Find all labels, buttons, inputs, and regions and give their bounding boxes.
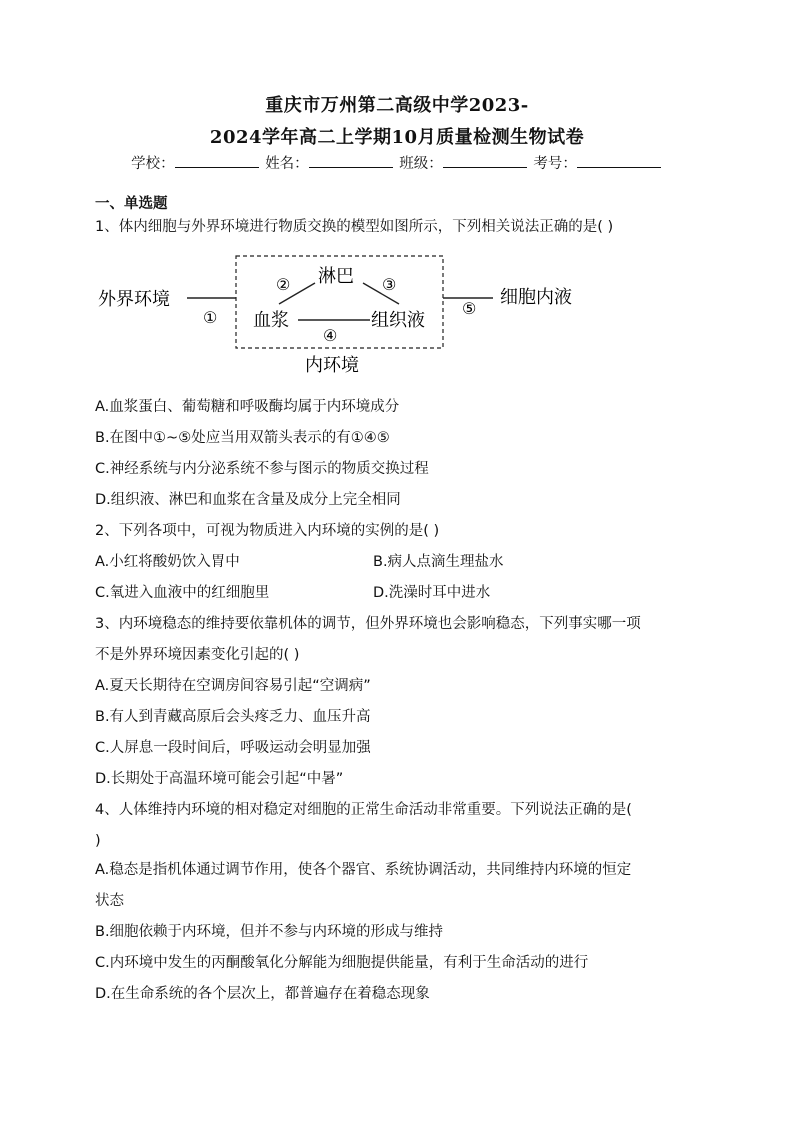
q2-option-c[interactable]: C.氧进入血液中的红细胞里	[95, 585, 270, 601]
exam-number-blank[interactable]	[577, 153, 661, 168]
q3-stem-line-2: 不是外界环境因素变化引起的( )	[95, 647, 300, 663]
class-label: 班级：	[399, 156, 443, 172]
marker-3: ③	[382, 275, 397, 294]
q1-diagram	[95, 248, 695, 383]
name-label: 姓名：	[265, 156, 309, 172]
tissue-fluid-label: 组织液	[371, 310, 425, 331]
internal-env-label: 内环境	[305, 355, 359, 376]
q1-option-b[interactable]: B.在图中①~⑤处应当用双箭头表示的有①④⑤	[95, 430, 390, 446]
outer-env-label: 外界环境	[98, 289, 170, 310]
q1-option-c[interactable]: C.神经系统与内分泌系统不参与图示的物质交换过程	[95, 461, 429, 477]
q1-option-a[interactable]: A.血浆蛋白、葡萄糖和呼吸酶均属于内环境成分	[95, 399, 400, 415]
q4-option-a-line-2[interactable]: 状态	[95, 893, 124, 909]
q3-option-a[interactable]: A.夏天长期待在空调房间容易引起“空调病”	[95, 678, 371, 694]
q4-stem-line-2: )	[95, 833, 101, 849]
school-blank[interactable]	[175, 153, 259, 168]
q2-option-b[interactable]: B.病人点滴生理盐水	[373, 554, 504, 570]
q1-stem: 1、体内细胞与外界环境进行物质交换的模型如图所示，下列相关说法正确的是( )	[95, 219, 614, 235]
q3-option-d[interactable]: D.长期处于高温环境可能会引起“中暑”	[95, 771, 344, 787]
marker-2: ②	[276, 275, 291, 294]
title-line-1: 重庆市万州第二高级中学2023-	[265, 95, 529, 116]
marker-1: ①	[203, 308, 218, 327]
plasma-label: 血浆	[253, 310, 289, 331]
q3-option-b[interactable]: B.有人到青藏高原后会头疼乏力、血压升高	[95, 709, 371, 725]
q3-stem-line-1: 3、内环境稳态的维持要依靠机体的调节，但外界环境也会影响稳态，下列事实哪一项	[95, 616, 641, 632]
q2-option-d[interactable]: D.洗澡时耳中进水	[373, 585, 491, 601]
school-label: 学校：	[131, 156, 175, 172]
q4-stem-line-1: 4、人体维持内环境的相对稳定对细胞的正常生命活动非常重要。下列说法正确的是(	[95, 802, 632, 818]
q4-option-c[interactable]: C.内环境中发生的丙酮酸氧化分解能为细胞提供能量，有利于生命活动的进行	[95, 955, 589, 971]
q4-option-a-line-1[interactable]: A.稳态是指机体通过调节作用，使各个器官、系统协调活动，共同维持内环境的恒定	[95, 862, 632, 878]
cell-fluid-label: 细胞内液	[500, 287, 572, 308]
q1-option-d[interactable]: D.组织液、淋巴和血浆在含量及成分上完全相同	[95, 492, 401, 508]
student-info-row	[0, 153, 794, 174]
marker-5: ⑤	[462, 299, 477, 318]
title-line-2: 2024学年高二上学期10月质量检测生物试卷	[209, 127, 585, 148]
exam-number-label: 考号：	[533, 156, 577, 172]
q2-option-a[interactable]: A.小红将酸奶饮入胃中	[95, 554, 240, 570]
name-blank[interactable]	[309, 153, 393, 168]
marker-4: ④	[323, 326, 338, 345]
q2-stem: 2、下列各项中，可视为物质进入内环境的实例的是( )	[95, 523, 440, 539]
q4-option-d[interactable]: D.在生命系统的各个层次上，都普遍存在着稳态现象	[95, 986, 430, 1002]
q4-option-b[interactable]: B.细胞依赖于内环境，但并不参与内环境的形成与维持	[95, 924, 444, 940]
lymph-label: 淋巴	[318, 266, 354, 287]
q3-option-c[interactable]: C.人屏息一段时间后，呼吸运动会明显加强	[95, 740, 371, 756]
section-title: 一、单选题	[95, 196, 168, 212]
class-blank[interactable]	[443, 153, 527, 168]
